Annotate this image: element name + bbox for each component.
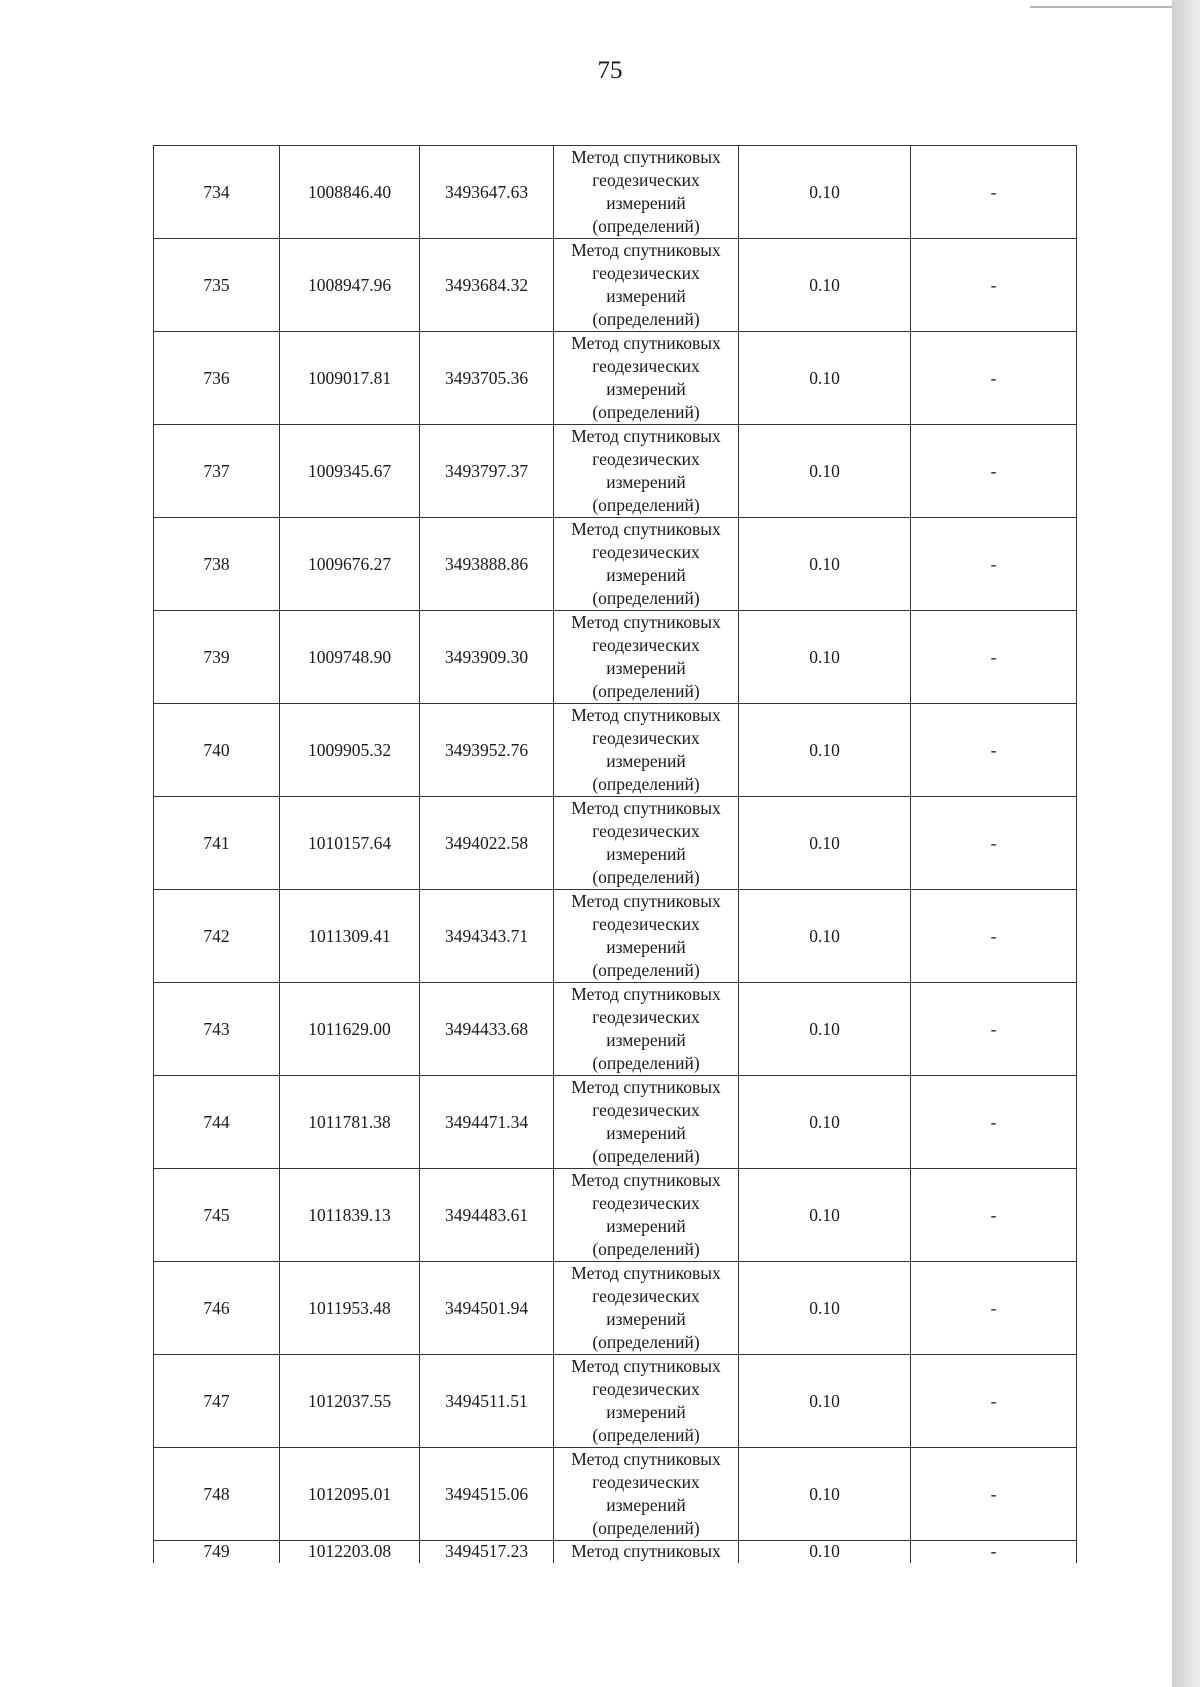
y-coordinate-cell: 3494022.58	[420, 797, 554, 890]
table-row-partial	[154, 1541, 1077, 1564]
method-cell	[554, 146, 739, 239]
note-cell: -	[911, 611, 1077, 704]
x-coordinate-cell: 1011781.38	[280, 1076, 420, 1169]
method-line: измерений	[606, 379, 686, 399]
method-line: Метод спутниковых	[571, 240, 721, 260]
table-row	[154, 611, 1077, 704]
method-line: измерений	[606, 565, 686, 585]
method-cell	[554, 239, 739, 332]
point-number-cell: 741	[154, 797, 280, 890]
point-number-cell: 736	[154, 332, 280, 425]
coordinates-table-container	[153, 145, 1076, 1563]
note-cell: -	[911, 890, 1077, 983]
method-line: Метод спутниковых	[571, 798, 721, 818]
method-cell	[554, 704, 739, 797]
method-line: геодезических	[592, 170, 700, 190]
accuracy-cell: 0.10	[739, 518, 911, 611]
method-cell	[554, 611, 739, 704]
table-row	[154, 239, 1077, 332]
accuracy-cell: 0.10	[739, 332, 911, 425]
point-number-cell: 738	[154, 518, 280, 611]
note-cell: -	[911, 1448, 1077, 1541]
table-row	[154, 332, 1077, 425]
y-coordinate-cell: 3493952.76	[420, 704, 554, 797]
x-coordinate-cell: 1009676.27	[280, 518, 420, 611]
method-line: (определений)	[592, 960, 700, 980]
method-line: геодезических	[592, 1286, 700, 1306]
point-number-cell: 735	[154, 239, 280, 332]
y-coordinate-cell: 3493647.63	[420, 146, 554, 239]
x-coordinate-cell: 1012203.08	[280, 1541, 420, 1564]
table-row	[154, 797, 1077, 890]
point-number-cell: 743	[154, 983, 280, 1076]
method-cell	[554, 1355, 739, 1448]
y-coordinate-cell: 3493888.86	[420, 518, 554, 611]
method-line: (определений)	[592, 402, 700, 422]
method-line: Метод спутниковых	[571, 612, 721, 632]
coordinates-table	[153, 145, 1077, 1563]
accuracy-cell: 0.10	[739, 1169, 911, 1262]
table-row	[154, 518, 1077, 611]
method-line: (определений)	[592, 1518, 700, 1538]
point-number-cell: 737	[154, 425, 280, 518]
note-cell: -	[911, 146, 1077, 239]
accuracy-cell: 0.10	[739, 1076, 911, 1169]
method-cell	[554, 332, 739, 425]
table-row	[154, 146, 1077, 239]
note-cell: -	[911, 1541, 1077, 1564]
note-cell: -	[911, 1169, 1077, 1262]
method-line: измерений	[606, 286, 686, 306]
table-row	[154, 890, 1077, 983]
accuracy-cell: 0.10	[739, 146, 911, 239]
note-cell: -	[911, 1262, 1077, 1355]
x-coordinate-cell: 1012037.55	[280, 1355, 420, 1448]
method-line: измерений	[606, 844, 686, 864]
y-coordinate-cell: 3493705.36	[420, 332, 554, 425]
table-row	[154, 1169, 1077, 1262]
method-line: геодезических	[592, 1007, 700, 1027]
accuracy-cell: 0.10	[739, 983, 911, 1076]
method-line: (определений)	[592, 1053, 700, 1073]
method-line: Метод спутниковых	[571, 705, 721, 725]
y-coordinate-cell: 3494517.23	[420, 1541, 554, 1564]
table-body	[154, 146, 1077, 1564]
accuracy-cell: 0.10	[739, 425, 911, 518]
y-coordinate-cell: 3494511.51	[420, 1355, 554, 1448]
method-line: геодезических	[592, 263, 700, 283]
method-line: геодезических	[592, 1379, 700, 1399]
method-cell	[554, 797, 739, 890]
method-line: геодезических	[592, 914, 700, 934]
point-number-cell: 749	[154, 1541, 280, 1564]
table-row	[154, 983, 1077, 1076]
method-line: измерений	[606, 1123, 686, 1143]
y-coordinate-cell: 3493684.32	[420, 239, 554, 332]
method-line: измерений	[606, 658, 686, 678]
y-coordinate-cell: 3494471.34	[420, 1076, 554, 1169]
x-coordinate-cell: 1008846.40	[280, 146, 420, 239]
point-number-cell: 747	[154, 1355, 280, 1448]
method-line: (определений)	[592, 1146, 700, 1166]
method-cell	[554, 983, 739, 1076]
method-line: Метод спутниковых	[571, 1263, 721, 1283]
method-cell	[554, 890, 739, 983]
note-cell: -	[911, 332, 1077, 425]
method-line: измерений	[606, 1309, 686, 1329]
note-cell: -	[911, 425, 1077, 518]
x-coordinate-cell: 1009905.32	[280, 704, 420, 797]
accuracy-cell: 0.10	[739, 1448, 911, 1541]
note-cell: -	[911, 797, 1077, 890]
note-cell: -	[911, 983, 1077, 1076]
accuracy-cell: 0.10	[739, 704, 911, 797]
method-line: геодезических	[592, 1193, 700, 1213]
note-cell: -	[911, 239, 1077, 332]
point-number-cell: 745	[154, 1169, 280, 1262]
method-line: измерений	[606, 1495, 686, 1515]
y-coordinate-cell: 3493909.30	[420, 611, 554, 704]
note-cell: -	[911, 704, 1077, 797]
accuracy-cell: 0.10	[739, 1262, 911, 1355]
method-cell	[554, 1262, 739, 1355]
accuracy-cell: 0.10	[739, 797, 911, 890]
method-line: Метод спутниковых	[571, 1170, 721, 1190]
method-line: Метод спутниковых	[571, 519, 721, 539]
method-line: (определений)	[592, 309, 700, 329]
point-number-cell: 748	[154, 1448, 280, 1541]
point-number-cell: 740	[154, 704, 280, 797]
method-line: Метод спутниковых	[571, 147, 721, 167]
table-row	[154, 1076, 1077, 1169]
x-coordinate-cell: 1011309.41	[280, 890, 420, 983]
method-line: измерений	[606, 1030, 686, 1050]
y-coordinate-cell: 3494483.61	[420, 1169, 554, 1262]
method-line: Метод спутниковых	[571, 426, 721, 446]
table-row	[154, 1448, 1077, 1541]
method-cell	[554, 1448, 739, 1541]
method-cell	[554, 1076, 739, 1169]
accuracy-cell: 0.10	[739, 1541, 911, 1564]
point-number-cell: 734	[154, 146, 280, 239]
accuracy-cell: 0.10	[739, 611, 911, 704]
x-coordinate-cell: 1010157.64	[280, 797, 420, 890]
x-coordinate-cell: 1009345.67	[280, 425, 420, 518]
method-line: геодезических	[592, 635, 700, 655]
method-line: измерений	[606, 472, 686, 492]
accuracy-cell: 0.10	[739, 239, 911, 332]
note-cell: -	[911, 518, 1077, 611]
method-line: измерений	[606, 937, 686, 957]
point-number-cell: 742	[154, 890, 280, 983]
method-line: (определений)	[592, 216, 700, 236]
x-coordinate-cell: 1011629.00	[280, 983, 420, 1076]
note-cell: -	[911, 1355, 1077, 1448]
method-line: геодезических	[592, 449, 700, 469]
y-coordinate-cell: 3494501.94	[420, 1262, 554, 1355]
table-row	[154, 1355, 1077, 1448]
accuracy-cell: 0.10	[739, 890, 911, 983]
method-line: Метод спутниковых	[571, 1356, 721, 1376]
x-coordinate-cell: 1012095.01	[280, 1448, 420, 1541]
method-line: геодезических	[592, 1472, 700, 1492]
method-line: геодезических	[592, 356, 700, 376]
method-line: (определений)	[592, 1332, 700, 1352]
method-cell	[554, 1169, 739, 1262]
method-line: геодезических	[592, 728, 700, 748]
method-line: измерений	[606, 193, 686, 213]
method-cell	[554, 518, 739, 611]
note-cell: -	[911, 1076, 1077, 1169]
point-number-cell: 739	[154, 611, 280, 704]
method-line: (определений)	[592, 681, 700, 701]
table-row	[154, 425, 1077, 518]
method-line: (определений)	[592, 588, 700, 608]
method-cell	[554, 425, 739, 518]
method-line: (определений)	[592, 867, 700, 887]
method-line: геодезических	[592, 821, 700, 841]
method-line: (определений)	[592, 1425, 700, 1445]
method-line: Метод спутниковых	[571, 1449, 721, 1469]
method-line: Метод спутниковых	[571, 984, 721, 1004]
method-line: Метод спутниковых	[571, 333, 721, 353]
method-line: (определений)	[592, 774, 700, 794]
page-number: 75	[597, 57, 623, 84]
y-coordinate-cell: 3494515.06	[420, 1448, 554, 1541]
y-coordinate-cell: 3494343.71	[420, 890, 554, 983]
x-coordinate-cell: 1011953.48	[280, 1262, 420, 1355]
table-row	[154, 1262, 1077, 1355]
y-coordinate-cell: 3493797.37	[420, 425, 554, 518]
accuracy-cell: 0.10	[739, 1355, 911, 1448]
method-line: геодезических	[592, 542, 700, 562]
table-row	[154, 704, 1077, 797]
scan-right-margin	[1172, 0, 1200, 1687]
method-line: измерений	[606, 1216, 686, 1236]
point-number-cell: 746	[154, 1262, 280, 1355]
method-line: Метод спутниковых	[571, 1077, 721, 1097]
x-coordinate-cell: 1009017.81	[280, 332, 420, 425]
method-line: геодезических	[592, 1100, 700, 1120]
y-coordinate-cell: 3494433.68	[420, 983, 554, 1076]
x-coordinate-cell: 1008947.96	[280, 239, 420, 332]
x-coordinate-cell: 1011839.13	[280, 1169, 420, 1262]
point-number-cell: 744	[154, 1076, 280, 1169]
method-line: измерений	[606, 751, 686, 771]
method-line: (определений)	[592, 495, 700, 515]
method-line: Метод спутниковых	[571, 891, 721, 911]
method-line: измерений	[606, 1402, 686, 1422]
x-coordinate-cell: 1009748.90	[280, 611, 420, 704]
method-line: (определений)	[592, 1239, 700, 1259]
method-cell: Метод спутниковых	[554, 1541, 739, 1564]
